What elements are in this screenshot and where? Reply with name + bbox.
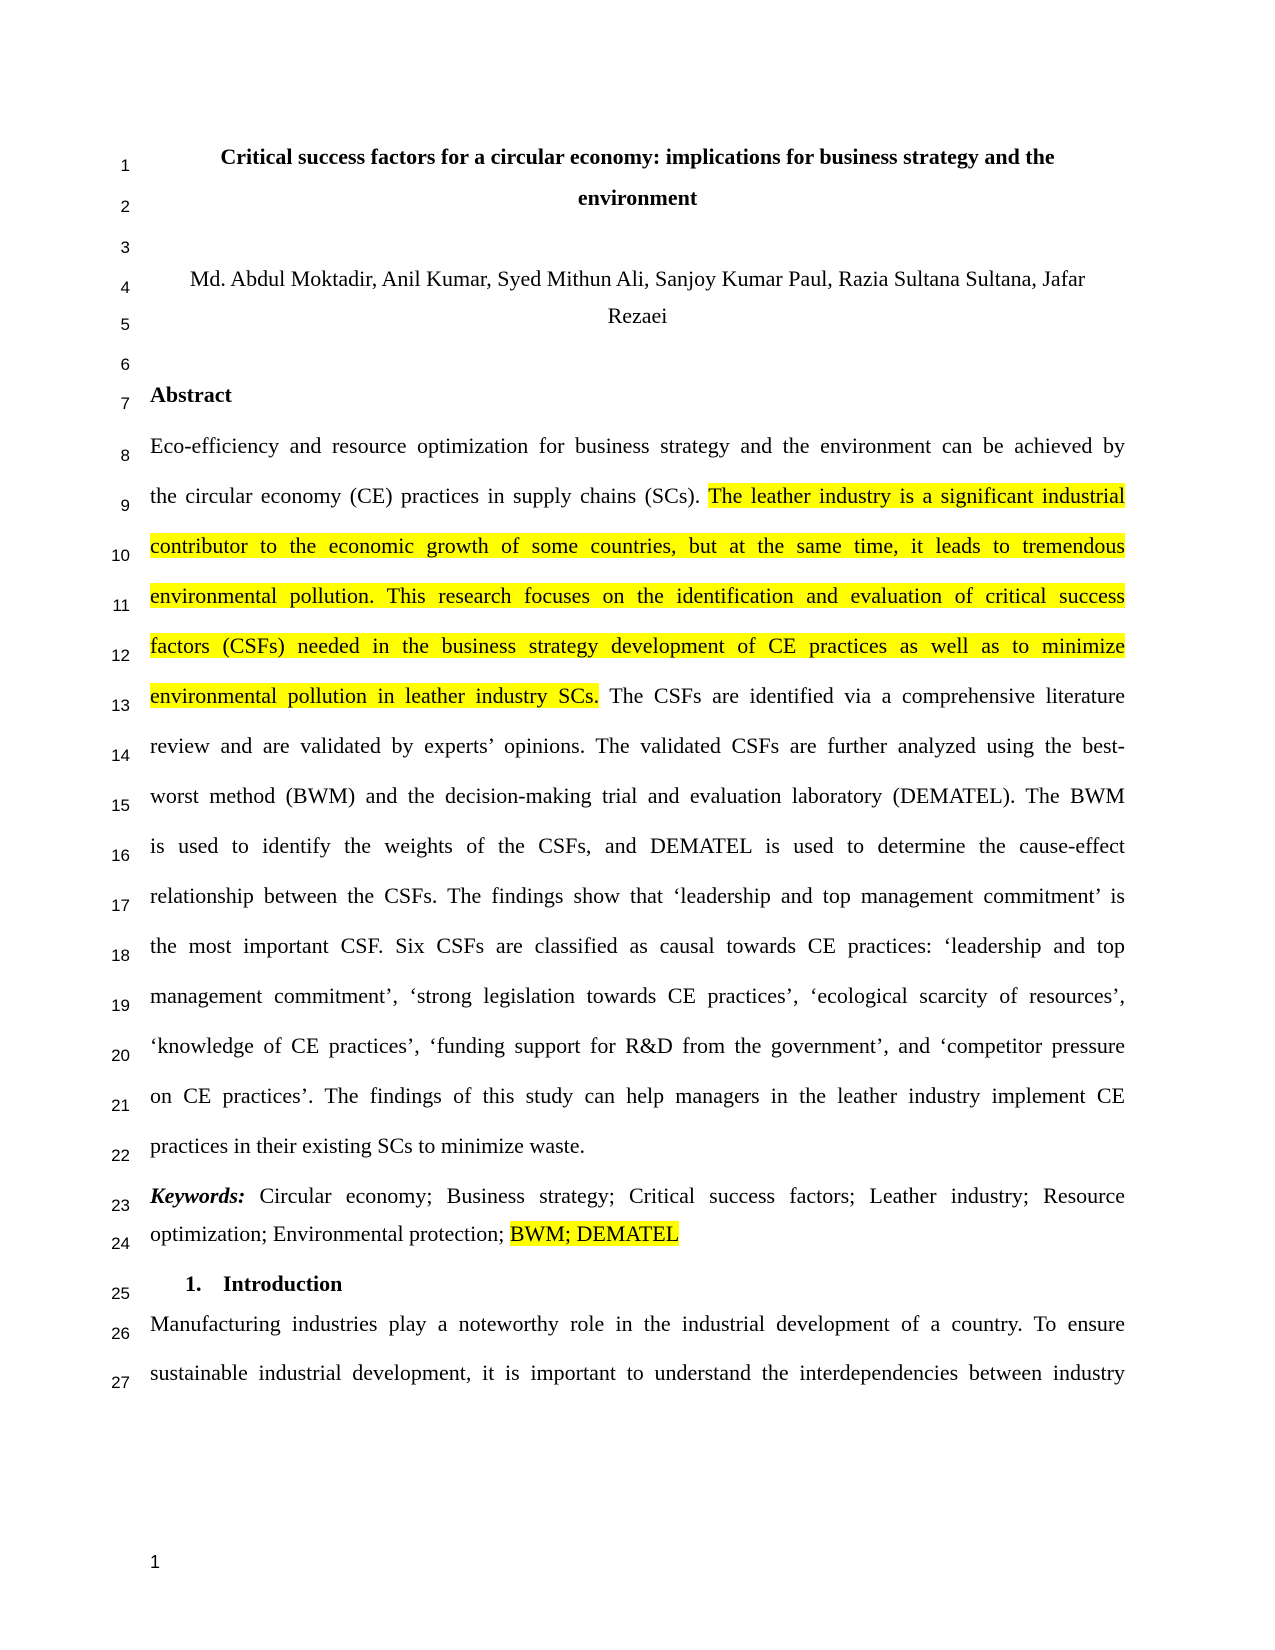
- abstract-heading: Abstract: [150, 382, 232, 407]
- line-number: 16: [111, 846, 130, 865]
- line-number: 4: [120, 278, 130, 297]
- line-number: 21: [111, 1096, 130, 1115]
- highlighted-text: factors (CSFs) needed in the business strategy development of CE practices as well as to minimize: [150, 633, 1125, 658]
- abstract-line: [150, 582, 1125, 610]
- body-line: Manufacturing industries play a noteworthy role in the industrial development of a country. To ensure: [150, 1311, 1125, 1336]
- line-number: 17: [111, 896, 130, 915]
- highlighted-text: The leather industry is a significant industrial: [708, 483, 1125, 508]
- keywords-text: optimization; Environmental protection;: [150, 1221, 505, 1246]
- abstract-line: ‘knowledge of CE practices’, ‘funding support for R&D from the government’, and ‘competitor pressure: [150, 1033, 1125, 1058]
- authors-line-2: Rezaei: [607, 303, 668, 328]
- authors-line-1: Md. Abdul Moktadir, Anil Kumar, Syed Mithun Ali, Sanjoy Kumar Paul, Razia Sultana Sultana, Jafar: [189, 266, 1086, 291]
- line-number: 15: [111, 796, 130, 815]
- abstract-line: [150, 482, 1125, 510]
- abstract-line: on CE practices’. The findings of this study can help managers in the leather industry implement CE: [150, 1083, 1125, 1108]
- section-heading-introduction: [150, 1270, 1125, 1298]
- line-number: 3: [120, 238, 130, 257]
- highlighted-text: BWM; DEMATEL: [509, 1221, 680, 1246]
- line-number: 9: [120, 496, 130, 515]
- line-number: 13: [111, 696, 130, 715]
- abstract-line: the most important CSF. Six CSFs are classified as causal towards CE practices: ‘leadership and top: [150, 933, 1125, 958]
- line-number: 26: [111, 1324, 130, 1343]
- line-number: 18: [111, 946, 130, 965]
- abstract-line: is used to identify the weights of the CSFs, and DEMATEL is used to determine the cause-effect: [150, 833, 1125, 858]
- line-number: 20: [111, 1046, 130, 1065]
- abstract-text: the circular economy (CE) practices in supply chains (SCs).: [150, 483, 701, 508]
- abstract-line: management commitment’, ‘strong legislation towards CE practices’, ‘ecological scarcity of resources’,: [150, 983, 1125, 1008]
- abstract-line: [150, 632, 1125, 660]
- line-number: 25: [111, 1284, 130, 1303]
- abstract-line: review and are validated by experts’ opinions. The validated CSFs are further analyzed using the best-: [150, 733, 1125, 758]
- line-number: 7: [120, 394, 130, 413]
- line-number: 5: [120, 315, 130, 334]
- section-number: 1.: [185, 1271, 202, 1296]
- paper-title-line-2: environment: [577, 185, 698, 210]
- line-number: 8: [120, 446, 130, 465]
- line-number: 14: [111, 746, 130, 765]
- line-number: 1: [120, 156, 130, 175]
- keywords-line-2: [150, 1220, 1125, 1248]
- line-number: 12: [111, 646, 130, 665]
- abstract-line: practices in their existing SCs to minimize waste.: [150, 1133, 586, 1158]
- line-number: 24: [111, 1234, 130, 1253]
- line-number: 19: [111, 996, 130, 1015]
- abstract-line: Eco-efficiency and resource optimization for business strategy and the environment can be achieved by: [150, 433, 1125, 458]
- line-number: 11: [112, 596, 130, 615]
- abstract-line: [150, 532, 1125, 560]
- highlighted-text: environmental pollution in leather industry SCs.: [150, 683, 600, 708]
- highlighted-text: environmental pollution. This research focuses on the identification and evaluation of critical success: [150, 583, 1125, 608]
- keywords-line-1: [150, 1182, 1125, 1210]
- line-number: 27: [111, 1373, 130, 1392]
- keywords-label: Keywords:: [150, 1183, 246, 1208]
- abstract-line: [150, 682, 1125, 710]
- paper-title-line-1: Critical success factors for a circular economy: implications for business strategy and the: [220, 144, 1055, 169]
- keywords-text: Circular economy; Business strategy; Critical success factors; Leather industry; Resource: [245, 1183, 1125, 1208]
- page-number: 1: [150, 1552, 161, 1572]
- line-number: 22: [111, 1146, 130, 1165]
- line-number: 10: [111, 546, 130, 565]
- abstract-text: The CSFs are identified via a comprehensive literature: [609, 683, 1125, 708]
- line-number: 23: [111, 1196, 130, 1215]
- abstract-line: relationship between the CSFs. The findings show that ‘leadership and top management commitment’ is: [150, 883, 1125, 908]
- line-number: 6: [120, 355, 130, 374]
- line-number: 2: [120, 197, 130, 216]
- section-title: Introduction: [223, 1271, 343, 1296]
- highlighted-text: contributor to the economic growth of some countries, but at the same time, it leads to tremendous: [150, 533, 1125, 558]
- body-line: sustainable industrial development, it is important to understand the interdependencies between industry: [150, 1360, 1125, 1385]
- abstract-line: worst method (BWM) and the decision-making trial and evaluation laboratory (DEMATEL). The BWM: [150, 783, 1125, 808]
